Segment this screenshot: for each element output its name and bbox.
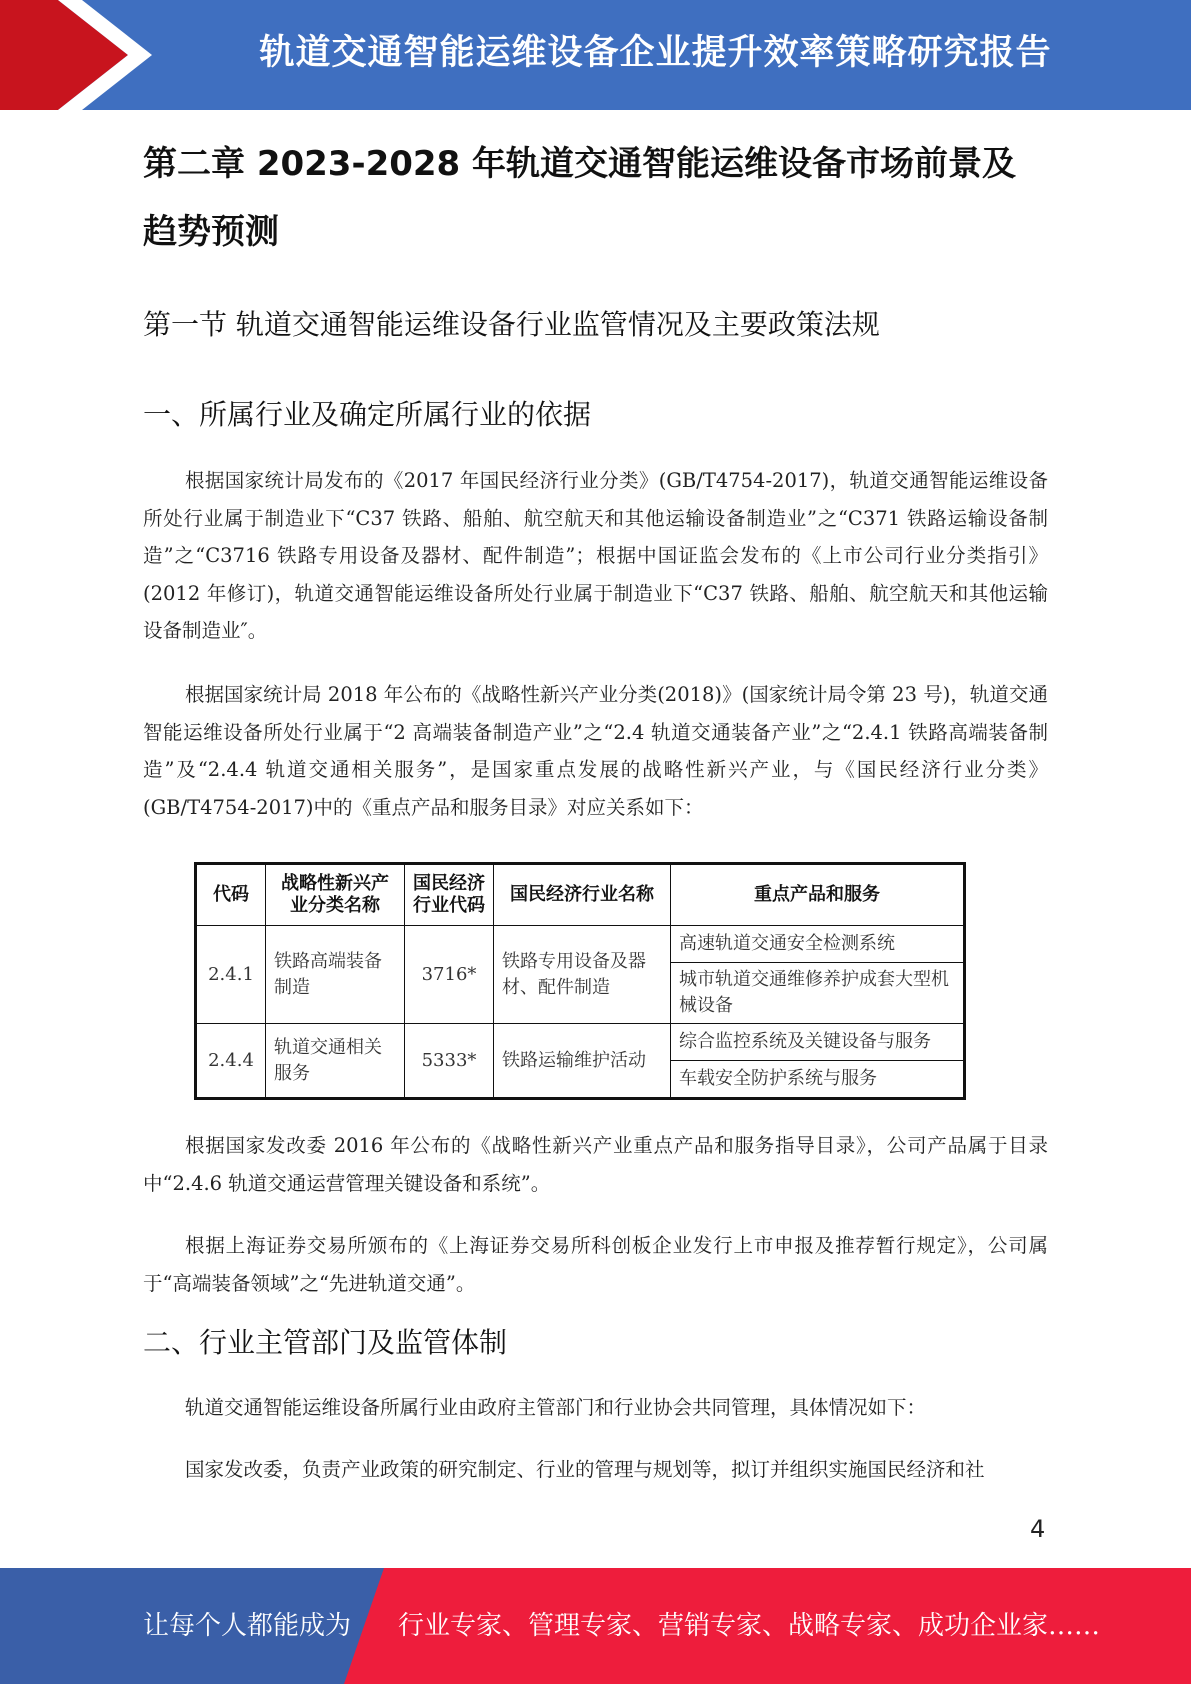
footer-slogan-right: 行业专家、管理专家、营销专家、战略专家、成功企业家……	[398, 1611, 1101, 1641]
industry-code-cell: 3716*	[405, 926, 494, 1024]
header-arrow-decoration	[0, 0, 160, 110]
paragraph-6: 国家发改委，负责产业政策的研究制定、行业的管理与规划等，拟订并组织实施国民经济和社	[185, 1458, 985, 1481]
table-header-cell: 战略性新兴产业分类名称	[266, 864, 405, 926]
industry-mapping-table	[194, 862, 966, 1100]
table-header-cell: 国民经济行业代码	[405, 864, 494, 926]
table-row	[196, 926, 965, 963]
paragraph-3: 根据国家发改委 2016 年公布的《战略性新兴产业重点产品和服务指导目录》，公司产品属于目录中“2.4.6 轨道交通运营管理关键设备和系统”。	[143, 1134, 1048, 1195]
category-name-cell: 轨道交通相关服务	[266, 1024, 405, 1099]
industry-name-cell: 铁路运输维护活动	[494, 1024, 671, 1099]
section-title: 第一节 轨道交通智能运维设备行业监管情况及主要政策法规	[143, 308, 880, 341]
subsection-title-1: 一、所属行业及确定所属行业的依据	[143, 398, 592, 431]
report-title: 轨道交通智能运维设备企业提升效率策略研究报告	[259, 33, 1052, 73]
page-footer	[0, 1568, 1191, 1684]
product-cell: 综合监控系统及关键设备与服务	[671, 1024, 965, 1061]
subsection-title-2: 二、行业主管部门及监管体制	[143, 1326, 508, 1359]
industry-code-cell: 5333*	[405, 1024, 494, 1099]
paragraph-5: 轨道交通智能运维设备所属行业由政府主管部门和行业协会共同管理，具体情况如下：	[185, 1396, 927, 1419]
table-header-cell: 重点产品和服务	[671, 864, 965, 926]
table-header-cell: 国民经济行业名称	[494, 864, 671, 926]
table-header-cell: 代码	[196, 864, 266, 926]
page-number: 4	[1030, 1515, 1046, 1543]
product-cell: 城市轨道交通维修养护成套大型机械设备	[671, 963, 965, 1024]
table-header-row	[196, 864, 965, 926]
paragraph-4: 根据上海证券交易所颁布的《上海证券交易所科创板企业发行上市申报及推荐暂行规定》，公司属于“高端装备领域”之“先进轨道交通”。	[143, 1234, 1048, 1295]
chapter-title: 第二章 2023-2028 年轨道交通智能运维设备市场前景及趋势预测	[143, 144, 1017, 252]
code-cell: 2.4.4	[196, 1024, 266, 1099]
product-cell: 高速轨道交通安全检测系统	[671, 926, 965, 963]
paragraph-1: 根据国家统计局发布的《2017 年国民经济行业分类》(GB/T4754-2017)，轨道交通智能运维设备所处行业属于制造业下“C37 铁路、船舶、航空航天和其他运输设备制造业”之“C371 铁路运输设备制造”之“C3716 铁路专用设备及器材、配件制造”；根据中国证监会发布的《上市公司行业分类指引》(2012 年修订)，轨道交通智能运维设备所处行业属于制造业下“C37 铁路、船舶、航空航天和其他运输设备制造业″。	[143, 469, 1048, 642]
product-cell: 车载安全防护系统与服务	[671, 1061, 965, 1099]
table-row	[196, 1024, 965, 1061]
page-header	[0, 0, 1191, 110]
code-cell: 2.4.1	[196, 926, 266, 1024]
industry-name-cell: 铁路专用设备及器材、配件制造	[494, 926, 671, 1024]
category-name-cell: 铁路高端装备制造	[266, 926, 405, 1024]
footer-slogan-left: 让每个人都能成为	[143, 1611, 352, 1641]
paragraph-2: 根据国家统计局 2018 年公布的《战略性新兴产业分类(2018)》(国家统计局令第 23 号)，轨道交通智能运维设备所处行业属于“2 高端装备制造产业”之“2.4 轨道交通装备产业”之“2.4.1 铁路高端装备制造”及“2.4.4 轨道交通相关服务”，是国家重点发展的战略性新兴产业，与《国民经济行业分类》(GB/T4754-2017)中的《重点产品和服务目录》对应关系如下：	[143, 683, 1048, 819]
